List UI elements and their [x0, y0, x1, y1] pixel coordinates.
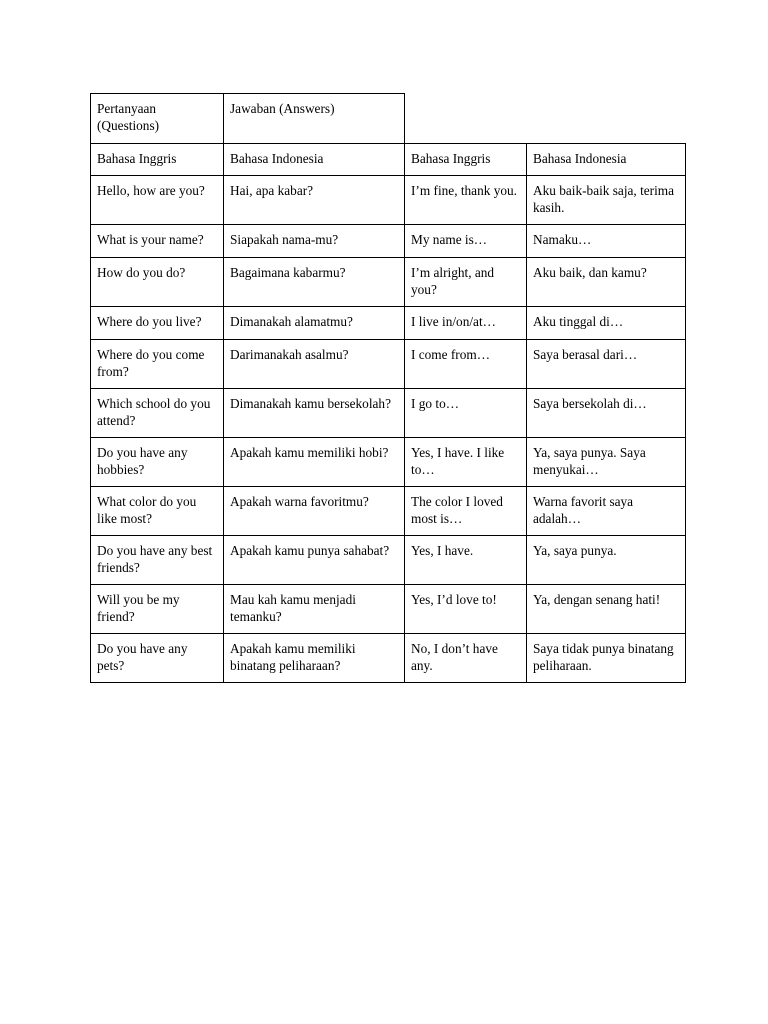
table-cell: Which school do you attend? [91, 389, 224, 438]
table-cell: Ya, dengan senang hati! [527, 585, 686, 634]
table-cell: Apakah kamu punya sahabat? [224, 536, 405, 585]
table-cell: Dimanakah alamatmu? [224, 307, 405, 340]
table-row [91, 536, 686, 585]
column-header: Bahasa Indonesia [224, 144, 405, 176]
table-row [91, 389, 686, 438]
qa-table [90, 93, 686, 683]
table-cell: Saya tidak punya binatang peliharaan. [527, 634, 686, 683]
table-cell: Aku tinggal di… [527, 307, 686, 340]
table-cell: Darimanakah asalmu? [224, 340, 405, 389]
table-cell: Do you have any pets? [91, 634, 224, 683]
table-cell: I’m alright, and you? [405, 258, 527, 307]
table-cell: I’m fine, thank you. [405, 176, 527, 225]
table-cell: The color I loved most is… [405, 487, 527, 536]
table-cell: Aku baik-baik saja, terima kasih. [527, 176, 686, 225]
table-cell: Ya, saya punya. Saya menyukai… [527, 438, 686, 487]
table-cell: Mau kah kamu menjadi temanku? [224, 585, 405, 634]
table-row [91, 438, 686, 487]
table-subheader-row [91, 144, 686, 176]
table-cell: Bagaimana kabarmu? [224, 258, 405, 307]
table-cell: Warna favorit saya adalah… [527, 487, 686, 536]
table-cell: I come from… [405, 340, 527, 389]
table-cell: How do you do? [91, 258, 224, 307]
table-row [91, 258, 686, 307]
table-row [91, 307, 686, 340]
table-cell: Siapakah nama-mu? [224, 225, 405, 258]
empty-cell [527, 94, 686, 144]
answers-header-cell: Jawaban (Answers) [224, 94, 405, 144]
table-row [91, 340, 686, 389]
table-cell: No, I don’t have any. [405, 634, 527, 683]
empty-cell [405, 94, 527, 144]
column-header: Bahasa Indonesia [527, 144, 686, 176]
table-cell: I go to… [405, 389, 527, 438]
table-row [91, 585, 686, 634]
table-cell: Yes, I have. I like to… [405, 438, 527, 487]
table-cell: Do you have any best friends? [91, 536, 224, 585]
table-cell: Dimanakah kamu bersekolah? [224, 389, 405, 438]
table-cell: Aku baik, dan kamu? [527, 258, 686, 307]
table-cell: Apakah kamu memiliki binatang peliharaan? [224, 634, 405, 683]
table-cell: What is your name? [91, 225, 224, 258]
table-cell: Yes, I’d love to! [405, 585, 527, 634]
table-cell: Will you be my friend? [91, 585, 224, 634]
questions-header-cell: Pertanyaan (Questions) [91, 94, 224, 144]
table-cell: Saya berasal dari… [527, 340, 686, 389]
table-cell: Hello, how are you? [91, 176, 224, 225]
table-cell: Apakah warna favoritmu? [224, 487, 405, 536]
table-cell: Apakah kamu memiliki hobi? [224, 438, 405, 487]
table-cell: Ya, saya punya. [527, 536, 686, 585]
table-cell: Do you have any hobbies? [91, 438, 224, 487]
table-cell: My name is… [405, 225, 527, 258]
table-cell: Where do you live? [91, 307, 224, 340]
table-cell: Yes, I have. [405, 536, 527, 585]
table-cell: What color do you like most? [91, 487, 224, 536]
column-header: Bahasa Inggris [91, 144, 224, 176]
table-row [91, 176, 686, 225]
table-cell: Namaku… [527, 225, 686, 258]
table-cell: I live in/on/at… [405, 307, 527, 340]
column-header: Bahasa Inggris [405, 144, 527, 176]
table-cell: Hai, apa kabar? [224, 176, 405, 225]
table-row [91, 634, 686, 683]
table-row [91, 225, 686, 258]
table-row [91, 487, 686, 536]
table-header-row [91, 94, 686, 144]
table-cell: Where do you come from? [91, 340, 224, 389]
table-cell: Saya bersekolah di… [527, 389, 686, 438]
